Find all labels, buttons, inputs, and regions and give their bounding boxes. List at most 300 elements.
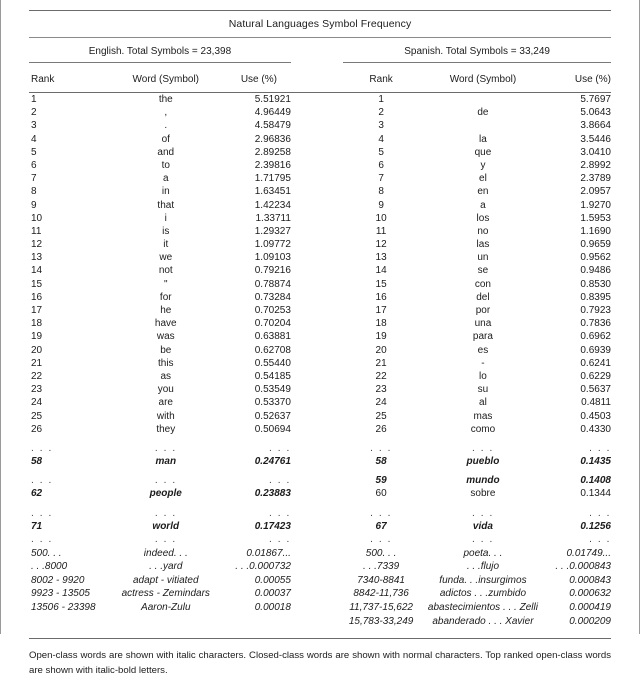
table-row <box>29 601 611 615</box>
cell-rank-english: 25 <box>31 410 43 422</box>
cell-gap <box>291 396 343 409</box>
cell-rank-english: 24 <box>31 397 43 409</box>
cell-use-english: . . . <box>268 534 291 545</box>
cell-gap <box>291 487 343 500</box>
table-row <box>29 264 611 277</box>
cell-word-spanish: sobre <box>470 488 496 500</box>
cell-word-spanish: . . . <box>471 534 494 545</box>
cell-rank-spanish: . . .7339 <box>363 561 400 573</box>
cell-rank-english: 8 <box>31 186 37 198</box>
cell-use-spanish: 3.5446 <box>580 133 611 145</box>
cell-use-english: 4.58479 <box>254 120 291 132</box>
cell-word-spanish: poeta. . . <box>463 547 503 559</box>
table-row <box>29 146 611 159</box>
table-row <box>29 278 611 291</box>
cell-word-english: have <box>154 318 177 330</box>
table-row <box>29 172 611 185</box>
cell-word-english: a <box>162 173 169 185</box>
cell-word-english <box>105 615 227 629</box>
cell-rank-spanish: 21 <box>375 357 387 369</box>
column-header-rank-english: Rank <box>31 74 55 85</box>
cell-use-spanish: 1.1690 <box>580 225 611 237</box>
cell-gap <box>291 520 343 533</box>
cell-word-spanish: el <box>479 173 487 185</box>
cell-rank-english: 9923 - 13505 <box>31 588 90 600</box>
group-header-spanish <box>343 46 611 67</box>
cell-word-english: is <box>162 225 170 237</box>
cell-word-english: world <box>152 520 180 532</box>
table-row <box>29 119 611 132</box>
cell-use-english: 0.00037 <box>254 588 291 600</box>
cell-use-spanish: 0.9659 <box>580 239 611 251</box>
cell-word-spanish <box>419 119 547 132</box>
cell-gap <box>291 119 343 132</box>
cell-use-english: 0.70204 <box>254 318 291 330</box>
cell-word-english: be <box>160 344 172 356</box>
cell-rank-spanish: 7 <box>378 173 384 185</box>
group-header-gap <box>291 46 343 67</box>
cell-rank-english: 26 <box>31 423 43 435</box>
cell-use-spanish: 0.01749... <box>566 547 611 559</box>
cell-use-english: 0.70253 <box>254 305 291 316</box>
cell-word-english: was <box>156 331 175 343</box>
cell-gap <box>291 370 343 383</box>
cell-rank-spanish: 1 <box>378 94 384 105</box>
table-row <box>29 423 611 436</box>
table-row <box>29 291 611 304</box>
cell-gap <box>291 172 343 185</box>
table-tail-body <box>29 533 611 628</box>
table-row <box>29 487 611 500</box>
table-row <box>29 396 611 409</box>
column-header-use-spanish: Use (%) <box>574 74 611 85</box>
cell-rank-spanish: 18 <box>375 318 387 330</box>
cell-use-english <box>227 615 291 629</box>
table-row <box>29 159 611 172</box>
cell-gap <box>291 251 343 264</box>
cell-rank-spanish: 12 <box>375 239 387 251</box>
cell-rank-english: . . .8000 <box>31 561 68 573</box>
cell-use-english: 1.09772 <box>254 239 291 251</box>
table-row <box>29 106 611 119</box>
column-header-use-english: Use (%) <box>240 74 277 85</box>
cell-use-spanish: 0.1344 <box>580 488 611 500</box>
cell-word-english: . . . <box>154 534 177 545</box>
cell-rank-english: 8002 - 9920 <box>31 574 85 586</box>
cell-rank-spanish: . . . <box>370 507 393 519</box>
cell-gap <box>291 93 343 106</box>
cell-use-english: 1.63451 <box>254 186 291 198</box>
table-row <box>29 383 611 396</box>
cell-word-english: for <box>159 291 172 303</box>
cell-word-spanish: que <box>474 146 492 158</box>
cell-rank-spanish: 7340-8841 <box>357 574 405 586</box>
cell-gap <box>291 238 343 251</box>
cell-use-english: 2.96836 <box>254 133 291 145</box>
cell-use-spanish: 0.9562 <box>580 252 611 264</box>
group-header-english-rule <box>29 62 291 63</box>
cell-use-spanish: 0.8530 <box>580 278 611 290</box>
group-header-row <box>29 38 611 67</box>
cell-rank-spanish: 22 <box>375 370 387 382</box>
cell-gap <box>291 225 343 238</box>
cell-word-spanish: vida <box>472 520 493 532</box>
cell-word-english: Aaron-Zulu <box>141 601 191 613</box>
cell-rank-english: 15 <box>31 278 43 290</box>
cell-rank-english: 23 <box>31 384 43 396</box>
cell-use-english: 1.09103 <box>254 252 291 264</box>
cell-word-english: people <box>149 488 182 500</box>
table-row <box>29 560 611 574</box>
cell-rank-spanish: 14 <box>375 265 387 277</box>
cell-gap <box>291 455 343 468</box>
cell-gap <box>291 474 343 487</box>
cell-use-spanish: 2.8992 <box>580 159 611 171</box>
table-row <box>29 199 611 212</box>
cell-rank-english: . . . <box>31 534 53 545</box>
cell-rank-english: 13506 - 23398 <box>31 601 96 613</box>
table-row <box>29 133 611 146</box>
table-row <box>29 304 611 317</box>
cell-use-english: 5.51921 <box>254 94 291 105</box>
table-row <box>29 212 611 225</box>
cell-use-spanish: 0.4811 <box>581 397 611 409</box>
cell-use-spanish: 0.6962 <box>580 331 611 343</box>
cell-gap <box>291 383 343 396</box>
cell-word-english: in <box>161 186 170 198</box>
cell-word-english: and <box>157 146 175 158</box>
cell-gap <box>291 317 343 330</box>
table-row <box>29 474 611 487</box>
cell-word-spanish: del <box>476 291 490 303</box>
group-header-spanish-label: Spanish. Total Symbols = 33,249 <box>404 46 550 57</box>
cell-rank-english: 20 <box>31 344 43 356</box>
cell-rank-english: 5 <box>31 146 37 158</box>
cell-rank-english: 4 <box>31 133 37 145</box>
cell-gap <box>291 587 343 601</box>
cell-use-english: 0.01867... <box>246 547 291 559</box>
cell-gap <box>291 278 343 291</box>
cell-gap <box>291 507 343 520</box>
cell-word-english: of <box>161 133 170 145</box>
cell-rank-spanish: 2 <box>378 107 384 119</box>
cell-use-spanish: . . . <box>589 442 611 454</box>
cell-word-english: with <box>156 410 175 422</box>
cell-gap <box>291 159 343 172</box>
cell-use-english: 0.63881 <box>254 331 291 343</box>
cell-use-spanish: . . .0.000843 <box>555 561 611 573</box>
cell-use-spanish: 2.3789 <box>580 173 611 185</box>
cell-word-spanish: a <box>480 199 486 211</box>
cell-use-english: 0.17423 <box>254 520 291 532</box>
table-row <box>29 533 611 547</box>
table-row <box>29 370 611 383</box>
cell-rank-english: . . . <box>31 475 53 487</box>
cell-use-spanish: 3.8664 <box>580 120 611 132</box>
cell-rank-english: 17 <box>31 305 43 316</box>
cell-word-spanish: pueblo <box>466 456 500 468</box>
cell-word-english: , <box>164 107 168 119</box>
table-row <box>29 410 611 423</box>
cell-rank-english: 21 <box>31 357 43 369</box>
table-row <box>29 587 611 601</box>
cell-gap <box>291 185 343 198</box>
cell-use-spanish: 0.5637 <box>580 384 611 396</box>
table-body <box>29 93 611 533</box>
table-row <box>29 357 611 370</box>
cell-gap <box>291 212 343 225</box>
cell-rank-spanish: 4 <box>378 133 384 145</box>
cell-gap <box>291 106 343 119</box>
cell-word-english: that <box>157 199 175 211</box>
cell-gap <box>291 330 343 343</box>
cell-gap <box>291 357 343 370</box>
cell-word-spanish: un <box>477 252 489 264</box>
table-row <box>29 238 611 251</box>
cell-word-spanish: - <box>481 357 485 369</box>
cell-word-english: we <box>159 252 173 264</box>
cell-rank-spanish: 24 <box>375 397 387 409</box>
cell-word-english: they <box>156 423 176 435</box>
cell-word-spanish: . . . <box>471 442 494 454</box>
table-row <box>29 185 611 198</box>
cell-use-spanish: . . . <box>589 507 611 519</box>
cell-use-spanish: 1.5953 <box>580 212 611 224</box>
cell-word-spanish: para <box>472 331 493 343</box>
cell-word-spanish: adictos . . .zumbido <box>439 588 527 600</box>
cell-rank-english: . . . <box>31 507 53 519</box>
cell-word-spanish: en <box>477 186 489 198</box>
cell-use-spanish: 0.000632 <box>569 588 611 600</box>
cell-word-english: indeed. . . <box>143 547 188 559</box>
group-header-english-label: English. Total Symbols = 23,398 <box>88 46 232 57</box>
page-title: Natural Languages Symbol Frequency <box>228 18 412 30</box>
cell-use-english: 0.00018 <box>254 601 291 613</box>
cell-word-english: " <box>163 278 168 290</box>
cell-rank-english: 10 <box>31 212 43 224</box>
cell-rank-spanish: 19 <box>375 331 387 343</box>
cell-gap <box>291 533 343 547</box>
cell-use-spanish: 0.6939 <box>580 344 611 356</box>
cell-rank-english: 12 <box>31 239 43 251</box>
cell-use-english: 0.73284 <box>254 291 291 303</box>
cell-use-english: 0.78874 <box>254 278 291 290</box>
column-header-gap <box>291 74 343 85</box>
cell-rank-spanish: 20 <box>375 344 387 356</box>
cell-use-spanish: 1.9270 <box>580 199 611 211</box>
cell-rank-english: 11 <box>31 225 42 237</box>
cell-use-spanish: 0.1435 <box>580 456 611 468</box>
cell-word-english: this <box>157 357 174 369</box>
cell-word-english: it <box>163 239 169 251</box>
cell-use-spanish: 0.7836 <box>580 318 611 330</box>
cell-rank-english: 62 <box>31 488 43 500</box>
cell-rank-english: 16 <box>31 291 43 303</box>
cell-rank-spanish: 58 <box>375 456 387 468</box>
cell-use-english: 1.42234 <box>254 199 291 211</box>
cell-use-english: 2.89258 <box>254 146 291 158</box>
cell-word-english: as <box>160 370 172 382</box>
cell-gap <box>291 601 343 615</box>
cell-use-english: . . . <box>268 475 291 487</box>
cell-word-english: you <box>157 384 174 396</box>
cell-use-spanish: 0.000843 <box>569 574 611 586</box>
cell-rank-english: 19 <box>31 331 43 343</box>
cell-rank-spanish: 15 <box>375 278 387 290</box>
cell-word-english: are <box>158 397 173 409</box>
cell-word-spanish: mundo <box>466 475 500 487</box>
cell-rank-spanish: 3 <box>378 120 384 132</box>
table-row <box>29 251 611 264</box>
cell-rank-spanish: 8 <box>378 186 384 198</box>
cell-gap <box>291 442 343 455</box>
cell-word-english: man <box>155 456 177 468</box>
cell-rank-english: 14 <box>31 265 43 277</box>
cell-gap <box>291 410 343 423</box>
cell-rank-spanish: 25 <box>375 410 387 422</box>
cell-use-english: . . . <box>268 442 291 454</box>
cell-word-spanish: es <box>477 344 489 356</box>
cell-use-english: 0.24761 <box>254 456 291 468</box>
cell-rank-english: 500. . . <box>31 547 62 559</box>
cell-use-english: 0.50694 <box>254 423 291 435</box>
cell-word-spanish: los <box>476 212 490 224</box>
cell-rank-english: 7 <box>31 173 37 185</box>
cell-use-english: 0.54185 <box>254 370 291 382</box>
cell-use-spanish: 0.6229 <box>580 370 611 382</box>
cell-use-english: 1.29327 <box>254 225 291 237</box>
cell-gap <box>291 574 343 588</box>
group-header-english <box>29 46 291 67</box>
cell-use-spanish: 5.7697 <box>580 94 611 105</box>
cell-use-english: 0.00055 <box>254 574 291 586</box>
column-header-word-english: Word (Symbol) <box>132 74 200 85</box>
cell-gap <box>291 615 343 629</box>
group-header-spanish-rule <box>343 62 611 63</box>
cell-word-english: i <box>164 212 167 224</box>
cell-word-spanish: abastecimientos . . . Zelli <box>427 601 538 613</box>
cell-rank-spanish: 60 <box>375 488 387 500</box>
table-row <box>29 507 611 520</box>
column-header-row <box>29 67 611 92</box>
table-row <box>29 520 611 533</box>
cell-word-spanish: una <box>474 318 492 330</box>
cell-word-english: to <box>161 159 170 171</box>
cell-rank-english: 1 <box>31 94 37 105</box>
cell-gap <box>291 547 343 561</box>
cell-use-spanish: 2.0957 <box>580 186 611 198</box>
cell-use-spanish: 0.7923 <box>580 305 611 316</box>
cell-word-spanish: la <box>479 133 487 145</box>
cell-rank-english: 9 <box>31 199 37 211</box>
cell-word-spanish: no <box>477 225 489 237</box>
cell-use-english: 0.79216 <box>254 265 291 277</box>
cell-word-spanish <box>419 93 547 106</box>
cell-gap <box>291 560 343 574</box>
cell-use-spanish: 5.0643 <box>580 107 611 119</box>
cell-word-spanish: por <box>475 305 491 316</box>
table-container <box>29 0 611 677</box>
cell-rank-english: . . . <box>31 442 53 454</box>
cell-rank-spanish: 26 <box>375 423 387 435</box>
cell-rank-spanish: 500. . . <box>365 547 397 559</box>
cell-gap <box>291 344 343 357</box>
cell-use-english: 2.39816 <box>254 159 291 171</box>
cell-use-spanish: 0.1408 <box>580 475 611 487</box>
cell-rank-english: 18 <box>31 318 43 330</box>
cell-word-english: he <box>160 305 172 316</box>
cell-use-spanish: 0.4503 <box>580 410 611 422</box>
cell-word-english: . . . <box>154 442 177 454</box>
cell-word-english: not <box>158 265 173 277</box>
cell-gap <box>291 199 343 212</box>
cell-rank-spanish: 9 <box>378 199 384 211</box>
cell-gap <box>291 304 343 317</box>
cell-word-spanish: con <box>474 278 491 290</box>
cell-word-english: . . . <box>154 507 177 519</box>
cell-use-english: . . . <box>268 507 291 519</box>
cell-word-english: actress - Zemindars <box>121 588 210 600</box>
cell-use-spanish: 0.000209 <box>569 615 611 627</box>
cell-rank-spanish: . . . <box>370 534 393 545</box>
cell-use-spanish: 0.6241 <box>580 357 611 369</box>
cell-word-spanish: mas <box>473 410 493 422</box>
cell-use-english: . . .0.000732 <box>235 561 291 573</box>
cell-gap <box>291 264 343 277</box>
cell-use-english: 0.23883 <box>254 488 291 500</box>
cell-rank-spanish: 11,737-15,622 <box>349 601 413 613</box>
cell-use-english: 1.33711 <box>255 212 291 224</box>
table-row <box>29 225 611 238</box>
cell-rank-spanish: 15,783-33,249 <box>348 615 414 627</box>
cell-use-spanish: 0.8395 <box>580 291 611 303</box>
cell-use-english: 1.71795 <box>254 173 291 185</box>
column-header-word-spanish: Word (Symbol) <box>449 74 517 85</box>
cell-word-english: . . . <box>154 475 177 487</box>
cell-use-spanish: 0.4330 <box>580 423 611 435</box>
cell-rank-english: 22 <box>31 370 43 382</box>
cell-rank-spanish: 16 <box>375 291 387 303</box>
table-row <box>29 547 611 561</box>
table-row <box>29 615 611 629</box>
cell-use-english: 0.52637 <box>254 410 291 422</box>
cell-word-spanish: y <box>480 159 486 171</box>
cell-use-english: 0.53370 <box>254 397 291 409</box>
cell-word-spanish: . . . <box>471 507 494 519</box>
cell-word-spanish: lo <box>479 370 487 382</box>
cell-rank-spanish: 59 <box>375 475 387 487</box>
cell-use-english: 0.55440 <box>254 357 291 369</box>
cell-rank-english: 2 <box>31 107 37 119</box>
cell-use-english: 4.96449 <box>254 107 291 119</box>
cell-use-spanish: 3.0410 <box>580 146 611 158</box>
cell-rank-spanish: 17 <box>375 305 387 316</box>
cell-gap <box>291 291 343 304</box>
cell-rank-spanish: . . . <box>370 442 393 454</box>
footnote-text: Open-class words are shown with italic characters. Closed-class words are shown with normal characters. Top ranked open-class words are shown with italic-bold letters. <box>29 650 611 677</box>
column-header-rank-spanish: Rank <box>369 74 393 85</box>
cell-use-english: 0.62708 <box>254 344 291 356</box>
cell-rank-english: 13 <box>31 252 43 264</box>
cell-word-english: the <box>158 94 173 105</box>
cell-word-spanish: al <box>479 397 487 409</box>
cell-word-spanish: las <box>476 239 490 251</box>
cell-rank-spanish: 67 <box>375 520 387 532</box>
table-row <box>29 574 611 588</box>
table-row <box>29 317 611 330</box>
table-row <box>29 455 611 468</box>
cell-rank-english: 6 <box>31 159 37 171</box>
